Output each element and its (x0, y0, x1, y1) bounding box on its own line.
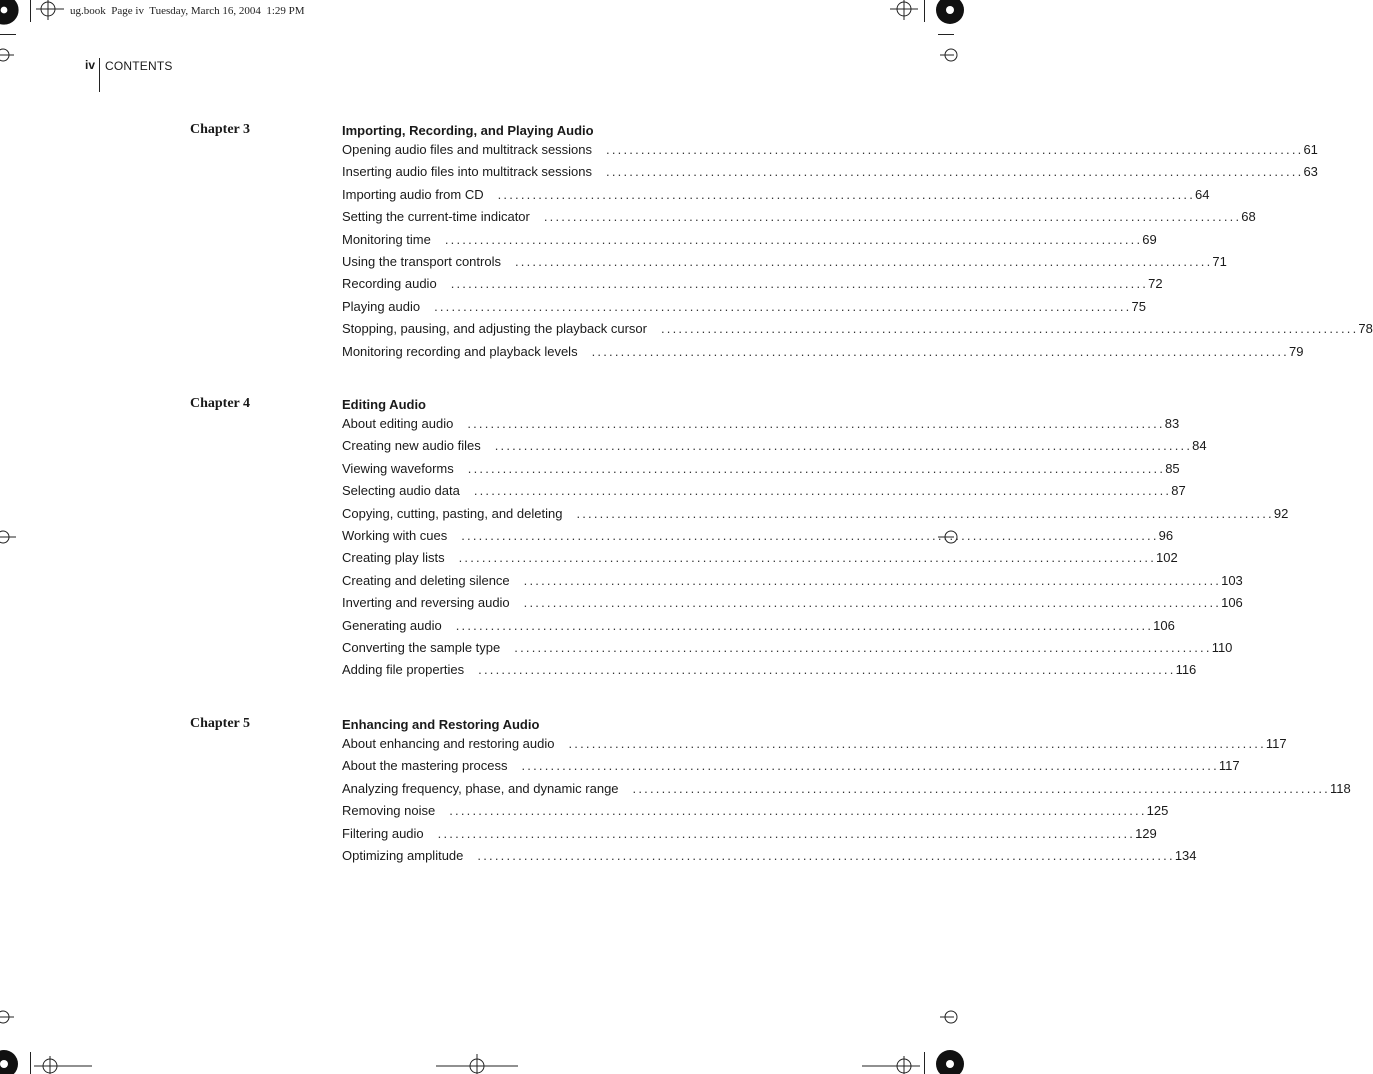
toc-entry[interactable] (342, 480, 1186, 502)
crosshair-mark-icon (940, 1006, 954, 1028)
toc-page-number: 85 (1165, 460, 1180, 476)
toc-entry[interactable] (342, 251, 1227, 273)
toc-entry[interactable] (342, 615, 1175, 637)
toc-entry-title: Generating audio (342, 617, 442, 633)
chapter-title: Importing, Recording, and Playing Audio (342, 123, 594, 138)
toc-page-number: 75 (1131, 298, 1146, 314)
toc-page-number: 117 (1265, 736, 1287, 751)
toc-entries (342, 139, 1373, 363)
toc-entry-title: Selecting audio data (342, 483, 460, 499)
chapter-label: Chapter 3 (190, 122, 251, 137)
toc-leader-dots: ........................................................................................................................ (543, 209, 1242, 225)
toc-page-number: 79 (1289, 343, 1304, 359)
toc-leader-dots: ........................................................................................................................ (449, 803, 1147, 819)
crosshair-mark-icon (0, 1006, 14, 1028)
toc-leader-dots: ........................................................................................................................ (523, 595, 1222, 611)
toc-page-number: 87 (1171, 483, 1186, 499)
toc-entry[interactable] (342, 273, 1163, 295)
toc-entry-title: Converting the sample type (342, 639, 501, 655)
toc-entries (342, 413, 1289, 682)
toc-leader-dots: ........................................................................................................................ (458, 550, 1157, 566)
toc-page-number: 118 (1329, 780, 1351, 796)
toc-entry-title: About editing audio (342, 416, 454, 431)
toc-page-number: 106 (1221, 595, 1243, 611)
toc-page-number: 69 (1142, 231, 1157, 247)
toc-entry[interactable] (342, 845, 1197, 867)
toc-entry-title: About enhancing and restoring audio (342, 736, 555, 751)
toc-leader-dots: ........................................................................................................................ (568, 736, 1266, 751)
toc-entry[interactable] (342, 296, 1146, 318)
toc-page-number: 116 (1175, 662, 1197, 678)
crosshair-mark-icon (940, 44, 954, 66)
toc-entry-title: Opening audio files and multitrack sessions (342, 142, 593, 157)
toc-entry-title: Recording audio (342, 276, 437, 292)
crosshair-mark-icon (0, 526, 16, 548)
toc-page-number: 72 (1148, 276, 1163, 292)
toc-entry-title: Using the transport controls (342, 253, 501, 269)
toc-entry[interactable] (342, 206, 1256, 228)
chapter-label: Chapter 5 (190, 716, 251, 731)
toc-entry-title: Analyzing frequency, phase, and dynamic range (342, 780, 619, 796)
trim-line (938, 34, 954, 35)
toc-leader-dots: ........................................................................................................................ (478, 662, 1176, 678)
toc-entry[interactable] (342, 525, 1174, 547)
toc-page-number: 68 (1241, 209, 1256, 225)
toc-page-number: 96 (1158, 527, 1174, 543)
toc-entry-title: Monitoring recording and playback levels (342, 343, 578, 359)
toc-page-number: 129 (1135, 825, 1157, 841)
toc-leader-dots: ........................................................................................................................ (444, 231, 1143, 247)
toc-leader-dots: ........................................................................................................................ (660, 321, 1359, 337)
trim-line (924, 1052, 925, 1074)
toc-entry-title: About the mastering process (342, 758, 508, 774)
toc-leader-dots: ........................................................................................................................ (514, 253, 1213, 269)
page-number: iv (85, 58, 96, 72)
toc-entry[interactable] (342, 318, 1373, 340)
chapter-title: Editing Audio (342, 397, 426, 412)
toc-entry[interactable] (342, 341, 1304, 363)
toc-entry[interactable] (342, 592, 1243, 614)
toc-leader-dots: ........................................................................................................................ (473, 483, 1172, 499)
toc-entry[interactable] (342, 161, 1318, 183)
toc-entry[interactable] (342, 733, 1287, 755)
toc-page-number: 71 (1212, 253, 1227, 269)
toc-entry-title: Inserting audio files into multitrack sessions (342, 164, 593, 180)
toc-page-number: 134 (1174, 847, 1197, 863)
toc-entry[interactable] (342, 778, 1351, 800)
crosshair-mark-icon (938, 526, 954, 548)
toc-entry-title: Adding file properties (342, 662, 465, 678)
toc-page-number: 92 (1273, 505, 1289, 521)
toc-leader-dots: ........................................................................................................................ (477, 847, 1175, 863)
toc-leader-dots: ........................................................................................................................ (576, 505, 1274, 521)
toc-page-number: 106 (1153, 617, 1175, 633)
section-title: CONTENTS (105, 59, 173, 73)
toc-entry-title: Importing audio from CD (342, 186, 484, 202)
toc-entry[interactable] (342, 139, 1318, 161)
toc-page-number: 117 (1218, 758, 1240, 774)
toc-page-number: 103 (1221, 572, 1243, 588)
toc-entry-title: Creating play lists (342, 550, 445, 566)
toc-entry[interactable] (342, 503, 1289, 525)
toc-entry[interactable] (342, 229, 1157, 251)
toc-leader-dots: ........................................................................................................................ (467, 416, 1165, 431)
toc-entry-title: Playing audio (342, 298, 421, 314)
toc-page-number: 63 (1303, 164, 1318, 180)
crosshair-mark-icon (890, 0, 918, 20)
toc-leader-dots: ........................................................................................................................ (434, 298, 1132, 314)
trim-line (30, 0, 31, 22)
toc-entry[interactable] (342, 637, 1233, 659)
toc-entry-title: Monitoring time (342, 231, 431, 247)
toc-page-number: 64 (1195, 186, 1210, 202)
toc-entry-title: Viewing waveforms (342, 460, 454, 476)
toc-page-number: 83 (1164, 416, 1180, 431)
chapter-title: Enhancing and Restoring Audio (342, 717, 540, 732)
crosshair-mark-icon (34, 1054, 92, 1074)
toc-page-number: 78 (1358, 321, 1373, 337)
toc-entry-title: Working with cues (342, 527, 448, 543)
toc-leader-dots: ........................................................................................................................ (455, 617, 1154, 633)
crosshair-mark-icon (862, 1054, 920, 1074)
toc-entry[interactable] (342, 800, 1169, 822)
toc-page-number: 125 (1146, 803, 1169, 819)
toc-leader-dots: ........................................................................................................................ (606, 164, 1304, 180)
toc-entry[interactable] (342, 570, 1243, 592)
toc-leader-dots: ........................................................................................................................ (494, 438, 1193, 454)
crosshair-mark-icon (0, 44, 14, 66)
toc-entry-title: Inverting and reversing audio (342, 595, 510, 611)
toc-leader-dots: ........................................................................................................................ (606, 142, 1304, 157)
toc-entry[interactable] (342, 458, 1180, 480)
crosshair-mark-icon (436, 1050, 518, 1074)
toc-entry-title: Creating new audio files (342, 438, 481, 454)
toc-leader-dots: ........................................................................................................................ (521, 758, 1219, 774)
trim-line (924, 0, 925, 22)
toc-leader-dots: ........................................................................................................................ (450, 276, 1149, 292)
toc-leader-dots: ........................................................................................................................ (497, 186, 1196, 202)
toc-entry-title: Filtering audio (342, 825, 424, 841)
starburst-mark-icon (0, 0, 22, 24)
toc-entry[interactable] (342, 184, 1210, 206)
starburst-mark-icon (932, 0, 954, 24)
toc-page-number: 61 (1303, 142, 1318, 157)
toc-entry-title: Copying, cutting, pasting, and deleting (342, 505, 563, 521)
toc-leader-dots: ........................................................................................................................ (591, 343, 1289, 359)
toc-entries (342, 733, 1351, 867)
toc-entry-title: Creating and deleting silence (342, 572, 510, 588)
toc-page-number: 110 (1211, 639, 1233, 655)
toc-entry-title: Removing noise (342, 803, 436, 819)
toc-page-number: 102 (1156, 550, 1178, 566)
starburst-mark-icon (0, 1050, 22, 1074)
toc-entry[interactable] (342, 547, 1178, 569)
toc-leader-dots: ........................................................................................................................ (437, 825, 1136, 841)
toc-leader-dots: ........................................................................................................................ (467, 460, 1166, 476)
toc-leader-dots: ........................................................................................................................ (632, 780, 1330, 796)
toc-entry[interactable] (342, 755, 1240, 777)
toc-entry[interactable] (342, 435, 1207, 457)
toc-leader-dots: ........................................................................................................................ (514, 639, 1212, 655)
toc-entry[interactable] (342, 413, 1180, 435)
toc-page-number: 84 (1192, 438, 1207, 454)
toc-entry[interactable] (342, 823, 1157, 845)
starburst-mark-icon (932, 1050, 954, 1074)
toc-leader-dots: ........................................................................................................................ (523, 572, 1222, 588)
toc-entry-title: Optimizing amplitude (342, 847, 464, 863)
toc-leader-dots: ........................................................................................................................ (461, 527, 1159, 543)
trim-line (30, 1052, 31, 1074)
print-slug: ug.book Page iv Tuesday, March 16, 2004 1:29 PM (70, 5, 305, 17)
toc-entry-title: Stopping, pausing, and adjusting the playback cursor (342, 321, 647, 337)
header-rule (99, 58, 100, 92)
toc-entry-title: Setting the current-time indicator (342, 209, 530, 225)
chapter-label: Chapter 4 (190, 396, 251, 411)
trim-line (0, 34, 16, 35)
crosshair-mark-icon (36, 0, 64, 20)
toc-entry[interactable] (342, 659, 1197, 681)
